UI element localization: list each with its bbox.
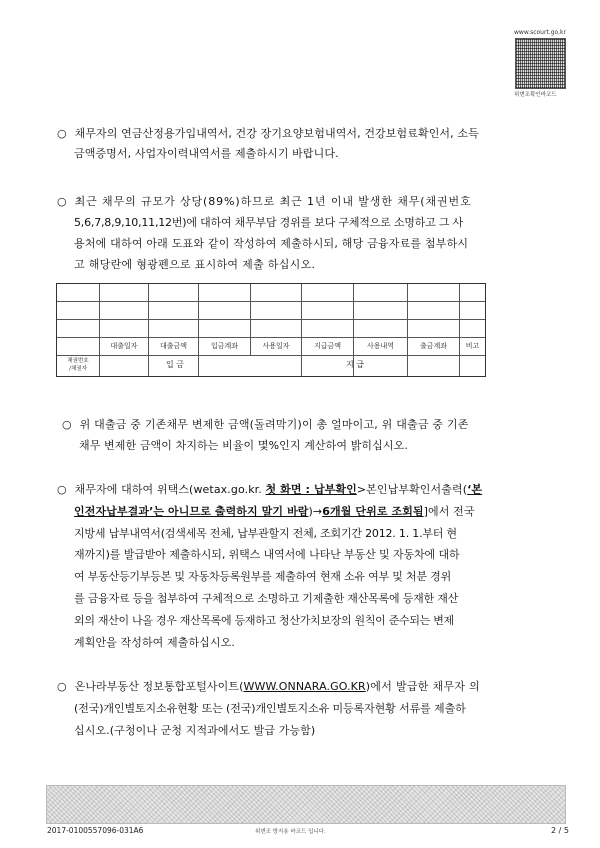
- barcode-note: 위변조 방지용 바코드 입니다.: [255, 829, 326, 835]
- col-use-date: 사용일자: [262, 342, 290, 350]
- para3-line1: 위 대출금 중 기존채무 변제한 금액(돌려막기)이 총 얼마이고, 위 대출금 중 기존: [79, 418, 469, 431]
- para4-line1a: 채무자에 대하여 위택스(wetax.go.kr.: [74, 483, 266, 496]
- page-number: 2 / 5: [551, 826, 569, 835]
- para1-line2: 금액증명서, 사업자이력내역서를 제출하시기 바랍니다.: [74, 146, 339, 160]
- col-withdrawal-account: 출금계좌: [419, 342, 448, 350]
- paragraph-5: [57, 676, 480, 742]
- col-payment-amount: 지급금액: [313, 342, 342, 350]
- qr-url: www.scourt.go.kr: [514, 29, 566, 36]
- paragraph-2: [57, 191, 472, 275]
- row-header-creditor: 채권번호 /채권자: [67, 358, 89, 372]
- para2-line2: 5,6,7,8,9,10,11,12번)에 대하여 채무부담 경위를 보다 구체적으로 소명하고 그 사: [74, 216, 463, 229]
- para2-line1: 최근 채무의 규모가 상당(89%)하므로 최근 1년 이내 발생한 채무(채권번호: [74, 195, 472, 208]
- bullet: ○: [62, 418, 72, 431]
- para4-line4: 재까지)를 발급받아 제출하시되, 위택스 내역서에 나타난 부동산 및 자동차에 대하: [74, 548, 460, 562]
- col-usage-details: 사용내역: [366, 342, 395, 350]
- paragraph-4: [57, 479, 482, 653]
- para4-line5: 여 부동산등기부등본 및 자동차등록원부를 제출하여 현재 소유 여부 및 처분 경위: [74, 570, 452, 584]
- para4-line8: 계획안을 작성하여 제출하십시오.: [74, 635, 235, 649]
- para4-line1d: ‘본: [467, 483, 483, 496]
- col-deposit-account: 입금계좌: [210, 342, 239, 350]
- para4-line2c: 6개월 단위로 조회됨: [322, 504, 424, 518]
- document-number: 2017-0100557096-031A6: [47, 826, 144, 835]
- para5-line1c: )에서 발급한 채무자 의: [365, 680, 481, 693]
- para5-line2: (전국)개인별토지소유현황 또는 (전국)개인별토지소유 미등록자현황 서류를 제출하: [74, 702, 466, 715]
- group-payment: 지 급: [346, 360, 364, 369]
- para4-line7: 외의 재산이 나올 경우 재산목록에 등재하고 청산가치보장의 원칙이 준수되는 변제: [74, 613, 454, 627]
- paragraph-3: [62, 414, 469, 456]
- para4-line2d: ]에서 전국: [423, 504, 475, 518]
- loan-usage-table: [56, 283, 486, 377]
- col-loan-date: 대출일자: [110, 342, 138, 350]
- para4-line2b: )→: [308, 504, 323, 518]
- para4-line6: 를 금융자료 등을 첨부하여 구체적으로 소명하고 기제출한 재산목록에 등재한 재산: [74, 591, 459, 605]
- para1-line1: 채무자의 연금산정용가입내역서, 건강 장기요양보험내역서, 건강보험료확인서, 소득: [74, 127, 479, 140]
- para2-line3: 용처에 대하여 아래 도표와 같이 작성하여 제출하시되, 해당 금융자료를 첨부하시: [74, 237, 469, 250]
- col-loan-amount: 대출금액: [159, 342, 188, 350]
- verification-qr-code: [515, 38, 566, 89]
- anti-forgery-barcode: [46, 785, 566, 824]
- group-deposit: 입 금: [166, 360, 184, 369]
- para5-line1a: 온나라부동산 정보통합포털사이트(: [74, 680, 244, 693]
- paragraph-1: [57, 124, 479, 163]
- para5-line3: 십시오.(구청이나 군청 지적과에서도 발급 가능함): [74, 724, 316, 737]
- bullet: ○: [57, 127, 67, 140]
- para2-line4: 고 해당란에 형광펜으로 표시하여 제출 하십시오.: [74, 258, 316, 271]
- bullet: ○: [57, 483, 67, 496]
- para4-first-screen: 첫 화면 : 납부확인: [265, 483, 357, 496]
- para4-line1c: >본인납부확인서출력(: [356, 483, 468, 496]
- bullet: ○: [57, 680, 67, 693]
- col-remarks: 비고: [465, 342, 480, 350]
- onnara-link[interactable]: WWW.ONNARA.GO.KR: [243, 680, 366, 693]
- para3-line2: 채무 변제한 금액이 차지하는 비율이 몇%인지 계산하여 밝히십시오.: [79, 439, 408, 452]
- para4-line3: 지방세 납부내역서(검색세목 전체, 납부관할지 전체, 조회기간 2012. 1. 1.부터 현: [74, 526, 457, 540]
- qr-caption: 위변조확인바코드: [514, 92, 557, 98]
- para4-line2a: 인전자납부결과’는 아니므로 출력하지 말기 바람: [74, 504, 309, 518]
- bullet: ○: [57, 195, 67, 208]
